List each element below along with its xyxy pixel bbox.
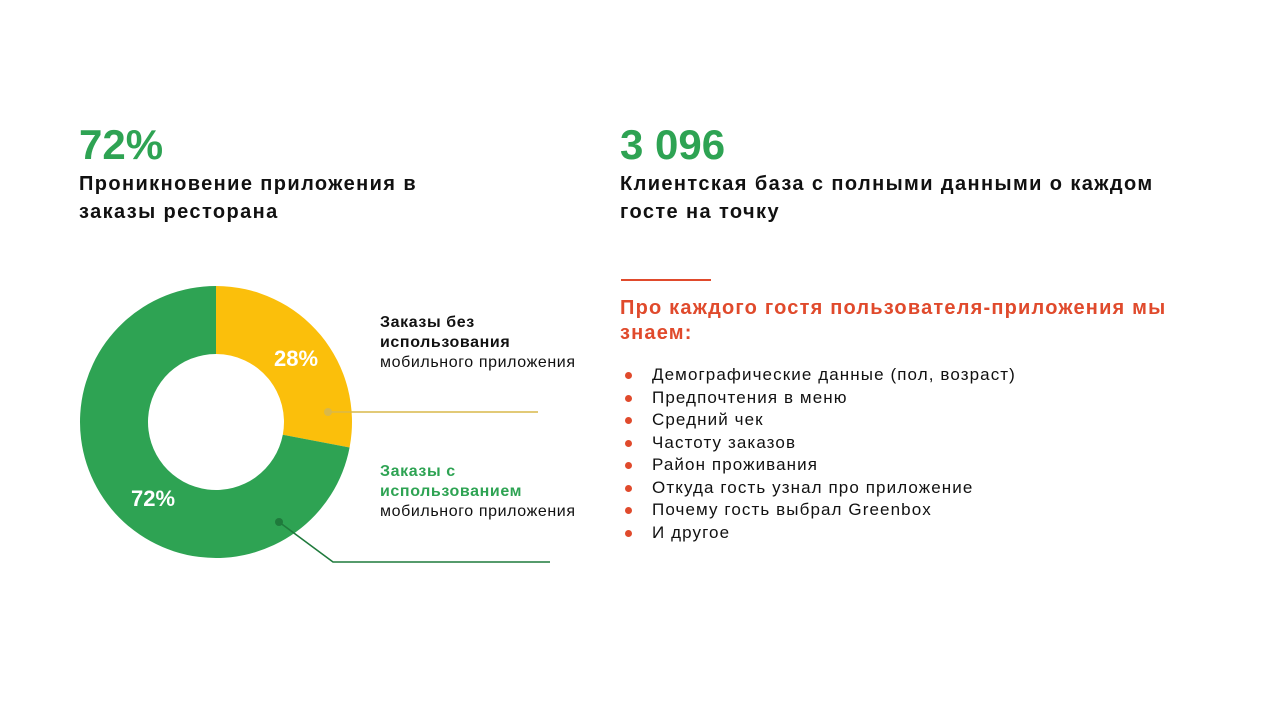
bullet-icon [625,507,632,514]
fact-text: Откуда гость узнал про приложение [652,477,974,497]
legend-without-app-normal: мобильного приложения [380,354,576,371]
legend-without-app [380,313,580,373]
legend-without-app-strong: Заказы без использования [380,314,511,351]
legend-with-app [380,462,580,522]
bullet-icon [625,530,632,537]
customer-base-value: 3 096 [620,121,726,168]
fact-text: Демографические данные (пол, возраст) [652,365,1016,384]
fact-text: И другое [652,522,731,542]
bullet-icon [625,417,632,424]
fact-text: Средний чек [652,410,764,429]
fact-text: Почему гость выбрал Greenbox [652,500,932,519]
penetration-value: 72% [79,121,164,168]
fact-text: Предпочтения в меню [652,387,848,407]
fact-text: Район проживания [652,455,819,474]
fact-item [624,499,1016,522]
fact-item [624,387,1016,410]
bullet-icon [625,395,632,402]
leader-line-with-app [279,522,550,562]
facts-heading: Про каждого гостя пользователя-приложения мы знаем: [620,297,1167,344]
leader-line-without-app-dot [324,408,332,416]
legend-with-app-normal: мобильного приложения [380,503,576,520]
customer-base-caption: Клиентская база с полными данными о каждом госте на точку [620,173,1154,223]
fact-item [624,477,1016,500]
bullet-icon [625,440,632,447]
legend-with-app-strong: Заказы с использованием [380,463,523,500]
fact-item [624,522,1016,545]
fact-text: Частоту заказов [652,432,797,452]
leader-line-with-app-dot [275,518,283,526]
bullet-icon [625,372,632,379]
slice-label-without-app: 28% [273,346,319,371]
fact-item [624,454,1016,477]
penetration-caption: Проникновение приложения в заказы ресторана [79,173,418,223]
bullet-icon [625,485,632,492]
donut-chart [0,260,600,600]
slice-label-with-app: 72% [130,486,176,511]
fact-item [624,409,1016,432]
section-divider [621,279,711,281]
bullet-icon [625,462,632,469]
facts-list [624,364,1016,544]
fact-item [624,432,1016,455]
fact-item [624,364,1016,387]
